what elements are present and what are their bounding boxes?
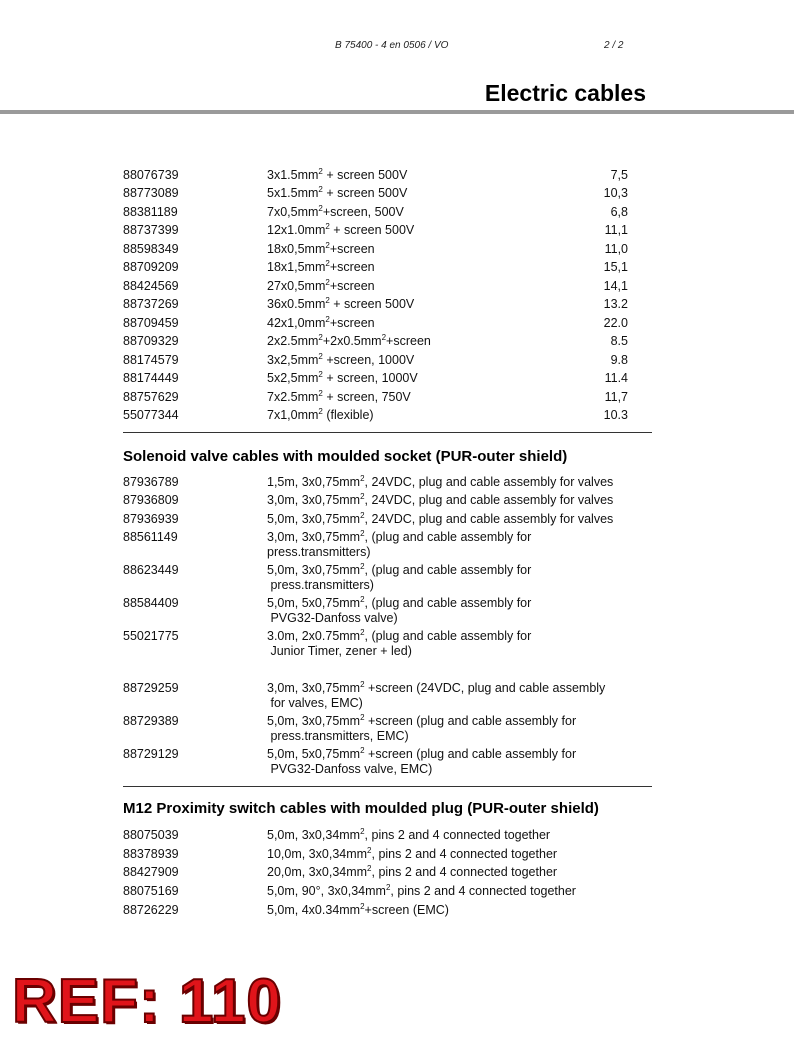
cable-value: 6,8 — [610, 205, 628, 219]
superscript: 2 — [318, 167, 323, 176]
cable-value: 11.4 — [604, 371, 628, 385]
part-number: 88729259 — [123, 681, 179, 695]
superscript: 2 — [360, 746, 365, 755]
superscript: 2 — [360, 529, 365, 538]
cable-description: $42x1,0mm^2+screen$ — [267, 315, 375, 330]
cable-description: $7x0,5mm^2+screen$, 500V — [267, 204, 404, 219]
cable-description: $3x2,5mm^2$ +screen, 1000V — [267, 352, 415, 367]
m12-section-title: M12 Proximity switch cables with moulded plug (PUR‐outer shield) — [123, 800, 599, 817]
part-number: 88773089 — [123, 186, 179, 200]
superscript: 2 — [325, 241, 330, 250]
header-rule — [0, 110, 794, 114]
cable-value: 11,0 — [604, 242, 628, 256]
ref-stamp: REF: 110 — [12, 967, 282, 1036]
superscript: 2 — [318, 333, 323, 342]
page-number: 2 / 2 — [604, 40, 624, 51]
superscript: 2 — [360, 492, 365, 501]
cable-description: $18x0,5mm^2+screen$ — [267, 241, 375, 256]
part-number: 88709459 — [123, 316, 179, 330]
cable-value: 8.5 — [610, 334, 628, 348]
cable-description: 20,0m, $3x0,34mm^2$, pins 2 and 4 connected together — [267, 864, 558, 879]
cable-description-line2: press.transmitters) — [267, 545, 371, 559]
part-number: 88737399 — [123, 223, 179, 237]
superscript: 2 — [325, 315, 330, 324]
cable-value: 14,1 — [603, 279, 628, 293]
document-code: B 75400 - 4 en 0506 / VO — [335, 40, 449, 51]
cable-description: $27x0,5mm^2+screen$ — [267, 278, 375, 293]
part-number: 88729129 — [123, 747, 179, 761]
cable-description: $5x1.5mm^2$ + screen 500V — [267, 185, 408, 200]
superscript: 2 — [360, 628, 365, 637]
superscript: 2 — [360, 827, 365, 836]
cable-description-line2: press.transmitters) — [267, 578, 374, 592]
cable-description-line2: for valves, EMC) — [267, 696, 363, 710]
section-divider — [123, 786, 652, 787]
part-number: 88075039 — [123, 828, 179, 842]
cable-description: $36x0.5mm^2$ + screen 500V — [267, 296, 415, 311]
part-number: 88378939 — [123, 847, 179, 861]
superscript: 2 — [360, 511, 365, 520]
cable-description: $5x2,5mm^2$ + screen, 1000V — [267, 370, 418, 385]
part-number: 87936809 — [123, 493, 179, 507]
part-number: 88623449 — [123, 563, 179, 577]
part-number: 88174449 — [123, 371, 179, 385]
cable-description: 3,0m, $3x0,75mm^2$, (plug and cable assembly for — [267, 529, 532, 544]
cable-description: 3,0m, $3x0,75mm^2$ +screen (24VDC, plug and cable assembly — [267, 680, 606, 695]
superscript: 2 — [360, 595, 365, 604]
cable-description: 5,0m, $3x0,34mm^2$, pins 2 and 4 connected together — [267, 827, 551, 842]
part-number: 55077344 — [123, 408, 179, 422]
superscript: 2 — [360, 562, 365, 571]
superscript: 2 — [360, 713, 365, 722]
part-number: 88076739 — [123, 168, 179, 182]
superscript: 2 — [385, 883, 391, 892]
cable-description: $2x2.5mm^2+2x0.5mm^2+screen$ — [267, 333, 431, 348]
cable-description: $3x1.5mm^2$ + screen 500V — [267, 167, 408, 182]
cable-description: $7x2.5mm^2$ + screen, 750V — [267, 389, 411, 404]
cable-description: 5,0m, $3x0,75mm^2$, (plug and cable assembly for — [267, 562, 532, 577]
part-number: 87936789 — [123, 475, 179, 489]
cable-value: 7,5 — [610, 168, 628, 182]
superscript: 2 — [318, 204, 323, 213]
superscript: 2 — [318, 370, 323, 379]
superscript: 2 — [325, 259, 330, 268]
superscript: 2 — [381, 333, 387, 342]
superscript: 2 — [325, 278, 330, 287]
part-number: 88598349 — [123, 242, 179, 256]
part-number: 88757629 — [123, 390, 179, 404]
superscript: 2 — [360, 680, 365, 689]
cable-description: 5,0m, $5x0,75mm^2$, (plug and cable assembly for — [267, 595, 532, 610]
cable-description: $18x1,5mm^2+screen$ — [267, 259, 375, 274]
part-number: 88729389 — [123, 714, 179, 728]
cable-description: 5,0m, $3x0,75mm^2$ +screen (plug and cable assembly for — [267, 713, 577, 728]
part-number: 88075169 — [123, 884, 179, 898]
part-number: 88561149 — [123, 530, 178, 544]
part-number: 88726229 — [123, 903, 179, 917]
part-number: 88427909 — [123, 865, 179, 879]
superscript: 2 — [367, 846, 372, 855]
cable-description-line2: Junior Timer, zener + led) — [267, 644, 412, 658]
superscript: 2 — [367, 864, 372, 873]
part-number: 87936939 — [123, 512, 179, 526]
superscript: 2 — [325, 296, 330, 305]
cable-description-line2: press.transmitters, EMC) — [267, 729, 409, 743]
part-number: 88424569 — [123, 279, 179, 293]
part-number: 88709329 — [123, 334, 179, 348]
cable-description: 10,0m, $3x0,34mm^2$, pins 2 and 4 connected together — [267, 846, 558, 861]
superscript: 2 — [318, 185, 323, 194]
solenoid-section-title: Solenoid valve cables with moulded socket (PUR‐outer shield) — [123, 448, 568, 465]
cable-value: 10,3 — [603, 186, 628, 200]
cable-description: $12x1.0mm^2$ + screen 500V — [267, 222, 415, 237]
superscript: 2 — [360, 902, 365, 911]
part-number: 88584409 — [123, 596, 179, 610]
cable-value: 11,7 — [604, 390, 628, 404]
cable-description: 5,0m, $5x0,75mm^2$ +screen (plug and cable assembly for — [267, 746, 577, 761]
superscript: 2 — [318, 389, 323, 398]
superscript: 2 — [318, 407, 323, 416]
cable-value: 22.0 — [603, 316, 628, 330]
cable-value: 13.2 — [603, 297, 628, 311]
cable-description: 3,0m, $3x0,75mm^2$, 24VDC, plug and cable assembly for valves — [267, 492, 614, 507]
cable-description: 1,5m, $3x0,75mm^2$, 24VDC, plug and cable assembly for valves — [267, 474, 614, 489]
cable-value: 10.3 — [603, 408, 628, 422]
superscript: 2 — [360, 474, 365, 483]
cable-value: 15,1 — [603, 260, 628, 274]
part-number: 88174579 — [123, 353, 179, 367]
cable-description: 3.0m, $2x0.75mm^2$, (plug and cable assembly for — [267, 628, 532, 643]
cable-description: 5,0m, 90°, $3x0,34mm^2$, pins 2 and 4 connected together — [267, 883, 576, 898]
cable-value: 11,1 — [604, 223, 628, 237]
part-number: 55021775 — [123, 629, 179, 643]
part-number: 88381189 — [123, 205, 178, 219]
section-divider — [123, 432, 652, 433]
cable-description-line2: PVG32‐Danfoss valve) — [267, 611, 398, 625]
cable-description-line2: PVG32‐Danfoss valve, EMC) — [267, 762, 433, 776]
superscript: 2 — [318, 352, 323, 361]
part-number: 88737269 — [123, 297, 179, 311]
page-title: Electric cables — [484, 80, 646, 106]
cable-value: 9.8 — [610, 353, 628, 367]
part-number: 88709209 — [123, 260, 179, 274]
cable-description: 5,0m, $3x0,75mm^2$, 24VDC, plug and cable assembly for valves — [267, 511, 614, 526]
cable-description: 5,0m, $4x0.34mm^2+screen$ (EMC) — [267, 902, 449, 917]
superscript: 2 — [325, 222, 330, 231]
cable-description: $7x1,0mm^2$ (flexible) — [267, 407, 374, 422]
